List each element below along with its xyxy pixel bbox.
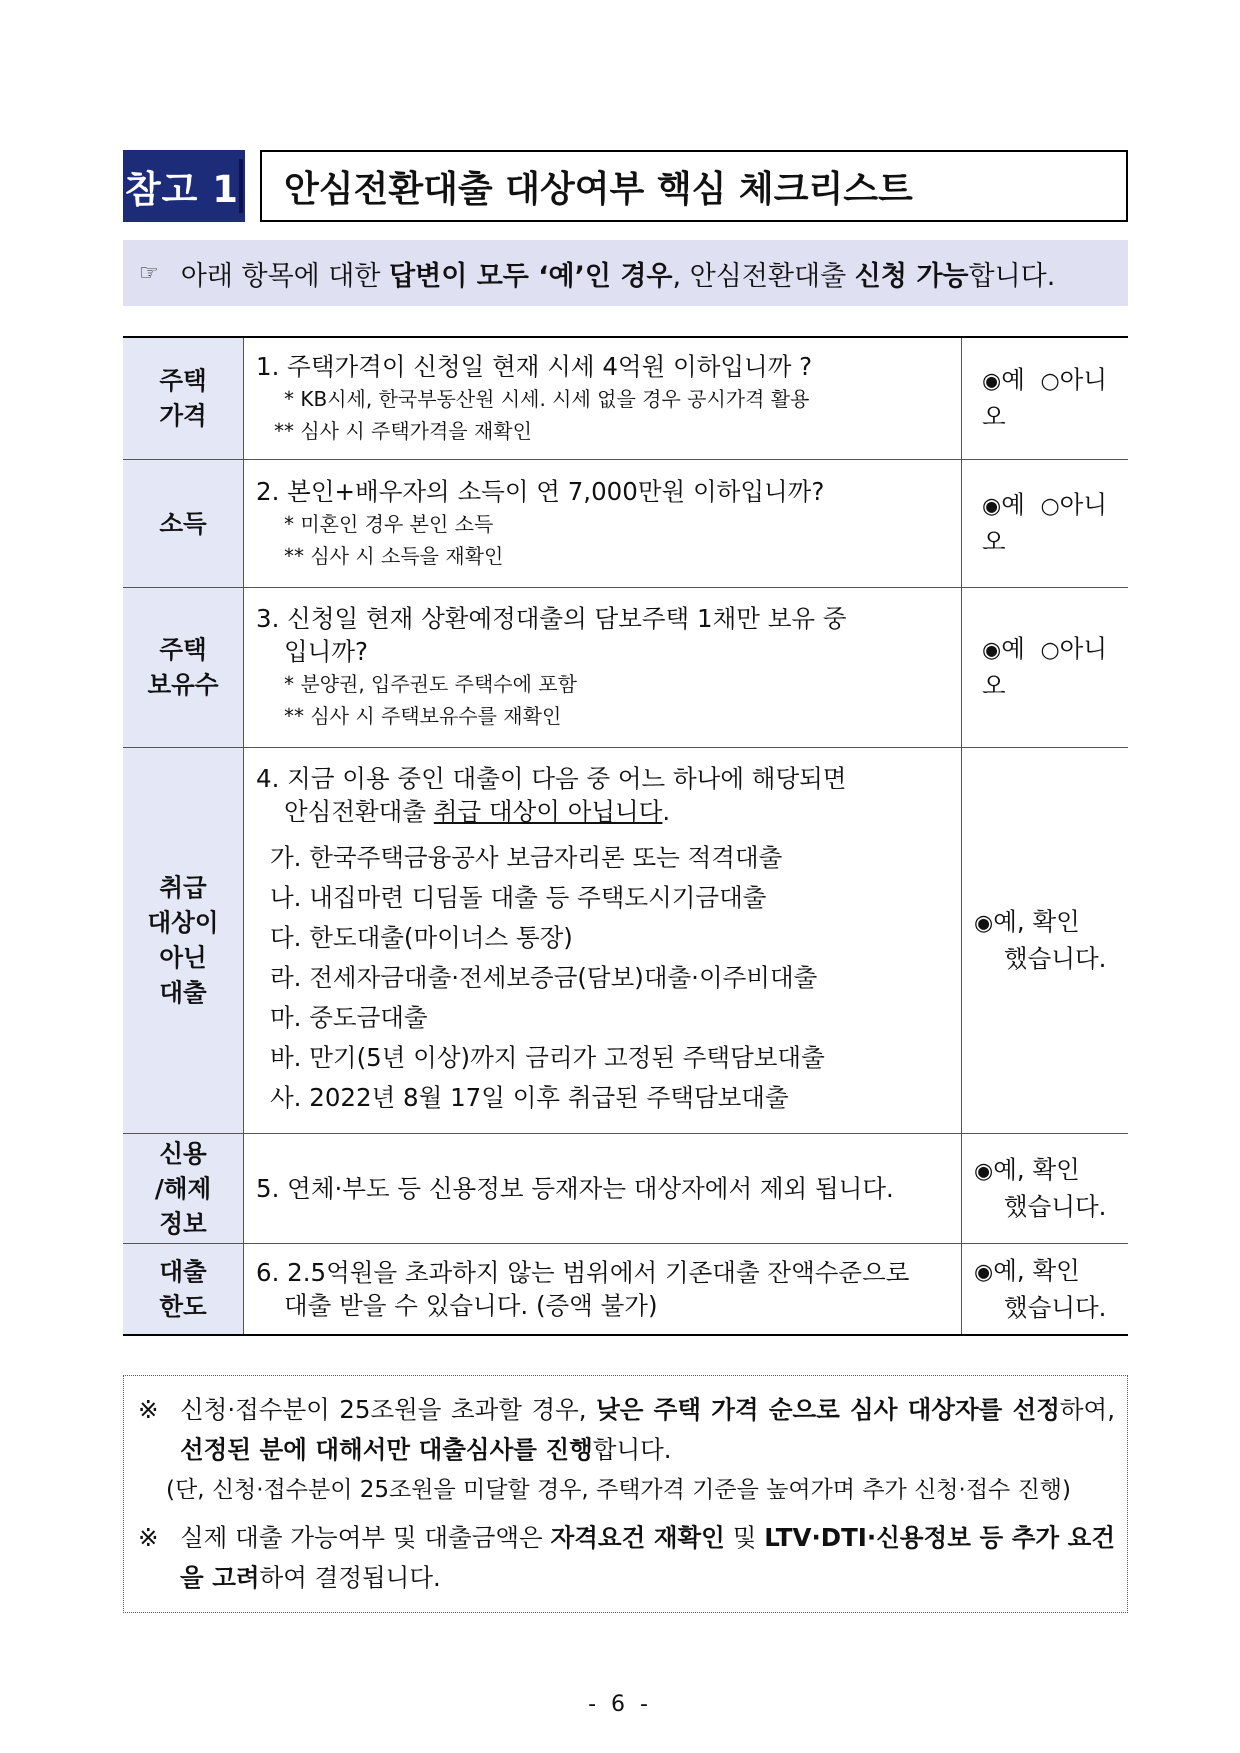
category-cell: 주택 보유수 — [123, 587, 244, 747]
pointing-hand-icon: ☞ — [139, 260, 159, 286]
question-text: 입니까? — [284, 637, 369, 666]
question-text: 대출 받을 수 있습니다. (증액 불가) — [284, 1290, 658, 1320]
category-cell: 소득 — [123, 459, 244, 587]
note-text: ** 심사 시 주택가격을 재확인 — [274, 418, 532, 443]
question-text: 6. 2.5억원을 초과하지 않는 범위에서 기존대출 잔액수준으로 — [256, 1257, 910, 1287]
notice-banner — [123, 240, 1128, 306]
answer-cell — [962, 459, 1129, 587]
page-number: - 6 - — [588, 1692, 652, 1717]
answer-cell — [962, 1133, 1129, 1243]
question-cell — [244, 747, 962, 1133]
radio-checked-icon[interactable]: ◉ — [974, 911, 994, 936]
note-text: ** 심사 시 주택보유수를 재확인 — [284, 704, 562, 728]
answer-confirm-label: 예, 확인 — [993, 907, 1080, 936]
answer-cell — [962, 587, 1129, 747]
question-cell — [244, 1243, 962, 1335]
reference-label-box — [123, 150, 245, 222]
answer-no-label: 아니오 — [982, 365, 1107, 432]
title-row — [123, 150, 1128, 222]
list-item: 가. 한국주택금융공사 보금자리론 또는 적격대출 — [270, 843, 783, 872]
answer-confirm-label: 예, 확인 — [993, 1255, 1080, 1285]
page-title: 안심전환대출 대상여부 핵심 체크리스트 — [284, 168, 913, 210]
question-text: 5. 연체·부도 등 신용정보 등재자는 대상자에서 제외 됩니다. — [256, 1173, 894, 1203]
answer-yes-label: 예 — [1001, 634, 1025, 663]
answer-confirm-label: 예, 확인 — [993, 1155, 1080, 1184]
reference-mark-icon: ※ — [138, 1523, 159, 1552]
checklist-row — [123, 337, 1128, 459]
category-cell: 주택 가격 — [123, 337, 244, 459]
checklist-row — [123, 1133, 1128, 1243]
answer-no-label: 아니오 — [982, 490, 1107, 556]
question-text: 1. 주택가격이 신청일 현재 시세 4억원 이하입니까 ? — [256, 351, 813, 381]
answer-cell — [962, 1243, 1129, 1335]
note-text: * 분양권, 입주권도 주택수에 포함 — [284, 672, 577, 696]
answer-no-label: 아니오 — [982, 634, 1107, 700]
footnote-2: ※ 실제 대출 가능여부 및 대출금액은 자격요건 재확인 및 LTV·DTI·신용정보 등 추가 요건을 고려하여 결정됩니다. — [138, 1518, 1115, 1598]
question-cell — [244, 587, 962, 747]
checklist-row — [123, 459, 1128, 587]
footnote-1-parenthetical: (단, 신청·접수분이 25조원을 미달할 경우, 주택가격 기준을 높여가며 추가 신청·접수 진행) — [166, 1477, 1071, 1503]
answer-confirm-label-2: 했습니다. — [1004, 1192, 1107, 1221]
answer-cell — [962, 337, 1129, 459]
list-item: 마. 중도금대출 — [270, 1003, 428, 1032]
note-text: ** 심사 시 소득을 재확인 — [284, 543, 504, 568]
footnote-box — [123, 1375, 1128, 1613]
list-item: 라. 전세자금대출·전세보증금(담보)대출·이주비대출 — [270, 963, 818, 992]
answer-confirm-label-2: 했습니다. — [1004, 1292, 1107, 1322]
question-cell — [244, 1133, 962, 1243]
radio-checked-icon[interactable]: ◉ — [974, 1259, 994, 1285]
reference-label: 참고 1 — [125, 159, 243, 213]
answer-yes-label: 예 — [1001, 365, 1025, 395]
answer-yes-label: 예 — [1001, 490, 1025, 519]
question-text: 2. 본인+배우자의 소득이 연 7,000만원 이하입니까? — [256, 476, 825, 506]
question-text: 안심전환대출 취급 대상이 아닙니다. — [284, 797, 671, 826]
reference-mark-icon: ※ — [138, 1395, 159, 1424]
note-text: * KB시세, 한국부동산원 시세. 시세 없을 경우 공시가격 활용 — [284, 386, 810, 411]
answer-confirm-label-2: 했습니다. — [1004, 944, 1107, 973]
checklist-row — [123, 747, 1128, 1133]
checklist-row — [123, 1243, 1128, 1335]
question-cell — [244, 459, 962, 587]
category-cell: 대출 한도 — [123, 1243, 244, 1335]
category-cell: 취급 대상이 아닌 대출 — [123, 747, 244, 1133]
checklist-table — [123, 336, 1128, 1336]
radio-checked-icon[interactable]: ◉ — [982, 494, 1002, 519]
list-item: 다. 한도대출(마이너스 통장) — [270, 923, 573, 952]
radio-checked-icon[interactable]: ◉ — [974, 1159, 994, 1184]
footnote-1: ※ 신청·접수분이 25조원을 초과할 경우, 낮은 주택 가격 순으로 심사 대상자를 선정하여, 선정된 분에 대해서만 대출심사를 진행합니다. — [138, 1390, 1115, 1470]
notice-text: 아래 항목에 대한 답변이 모두 ‘예’인 경우, 안심전환대출 신청 가능합니다. — [180, 260, 1056, 292]
note-text: * 미혼인 경우 본인 소득 — [284, 511, 494, 536]
question-cell — [244, 337, 962, 459]
list-item: 바. 만기(5년 이상)까지 금리가 고정된 주택담보대출 — [270, 1043, 825, 1072]
list-item: 나. 내집마련 디딤돌 대출 등 주택도시기금대출 — [270, 883, 767, 912]
page-title-box — [260, 150, 1128, 222]
radio-checked-icon[interactable]: ◉ — [982, 638, 1002, 663]
category-cell: 신용 /해제 정보 — [123, 1133, 244, 1243]
radio-unchecked-icon[interactable]: ○ — [1040, 494, 1060, 519]
checklist-row — [123, 587, 1128, 747]
radio-checked-icon[interactable]: ◉ — [982, 369, 1002, 395]
radio-unchecked-icon[interactable]: ○ — [1040, 638, 1060, 663]
list-item: 사. 2022년 8월 17일 이후 취급된 주택담보대출 — [270, 1083, 789, 1112]
question-text: 4. 지금 이용 중인 대출이 다음 중 어느 하나에 해당되면 — [256, 764, 847, 793]
question-text: 3. 신청일 현재 상환예정대출의 담보주택 1채만 보유 중 — [256, 604, 847, 633]
radio-unchecked-icon[interactable]: ○ — [1040, 369, 1060, 395]
answer-cell — [962, 747, 1129, 1133]
